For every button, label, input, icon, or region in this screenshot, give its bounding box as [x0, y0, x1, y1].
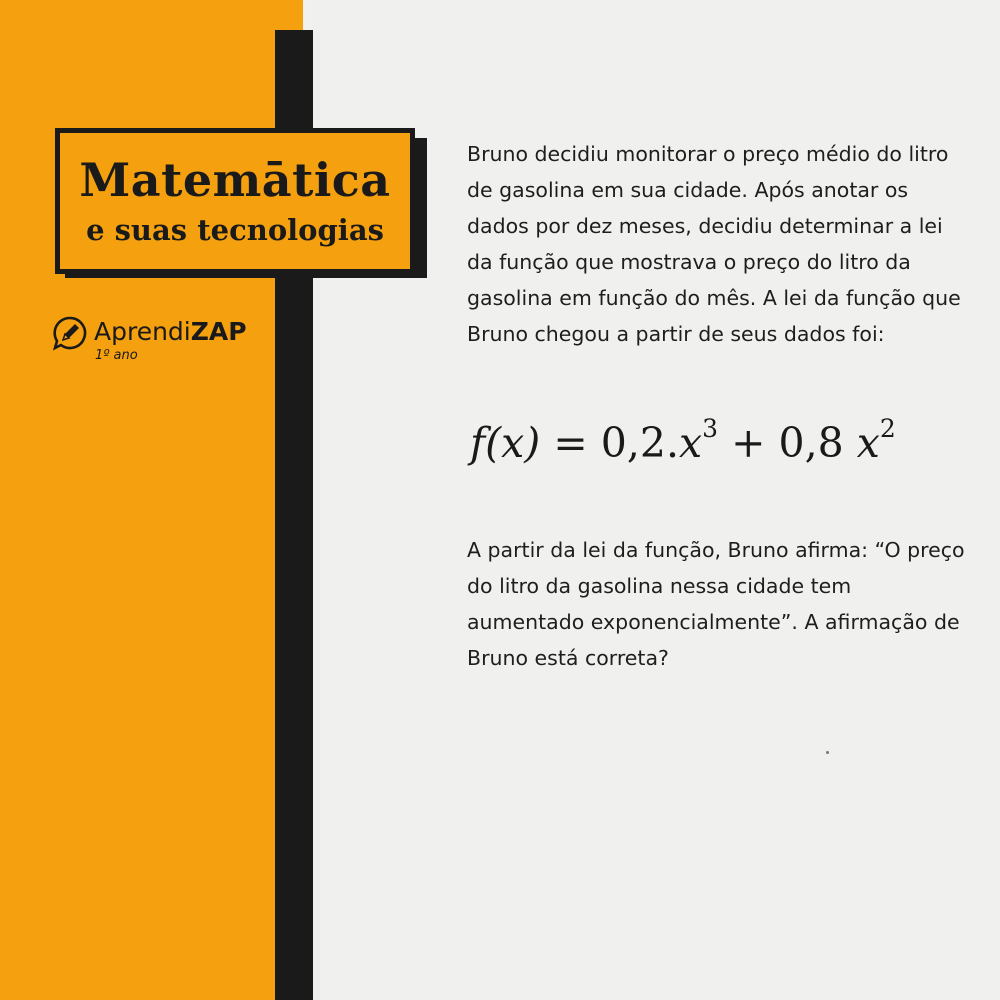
- subject-title-box: [55, 128, 415, 274]
- aprendizap-logo: [52, 315, 272, 375]
- formula-equals: =: [553, 419, 588, 467]
- band-top-notch: [275, 0, 303, 30]
- formula-term1-var: x: [679, 419, 703, 467]
- question-paragraph-2: A partir da lei da função, Bruno afirma: “O preço do litro da gasolina nessa cidade tem aumentado exponencialmente”. A afirmação de Bruno está correta?: [467, 538, 965, 670]
- formula-term2-exp: 2: [879, 414, 896, 443]
- pencil-chat-icon: [52, 315, 88, 351]
- question-paragraph-1: Bruno decidiu monitorar o preço médio do litro de gasolina em sua cidade. Após anotar os dados por dez meses, decidiu determinar a lei da função que mostrava o preço do litro da gasolina em função do mês. A lei da função que Bruno chegou a partir de seus dados foi:: [467, 142, 961, 346]
- formula-term2-var: x: [856, 419, 880, 467]
- logo-wordmark-bold: ZAP: [190, 317, 247, 346]
- paper-speck: [826, 751, 829, 754]
- formula-plus: +: [731, 419, 766, 467]
- formula-term1-coef: 0,2.: [600, 419, 679, 467]
- formula-lhs: f(x): [470, 419, 541, 467]
- logo-wordmark: [94, 317, 247, 346]
- subject-subtitle: e suas tecnologias: [86, 213, 384, 247]
- subject-title: Matemātica: [79, 153, 391, 207]
- logo-wordmark-regular: Aprendi: [94, 317, 191, 346]
- grade-label: 1º ano: [95, 348, 138, 363]
- formula-term1-exp: 3: [702, 414, 719, 443]
- function-formula: [470, 414, 896, 484]
- formula-term2-coef: 0,8: [778, 419, 844, 467]
